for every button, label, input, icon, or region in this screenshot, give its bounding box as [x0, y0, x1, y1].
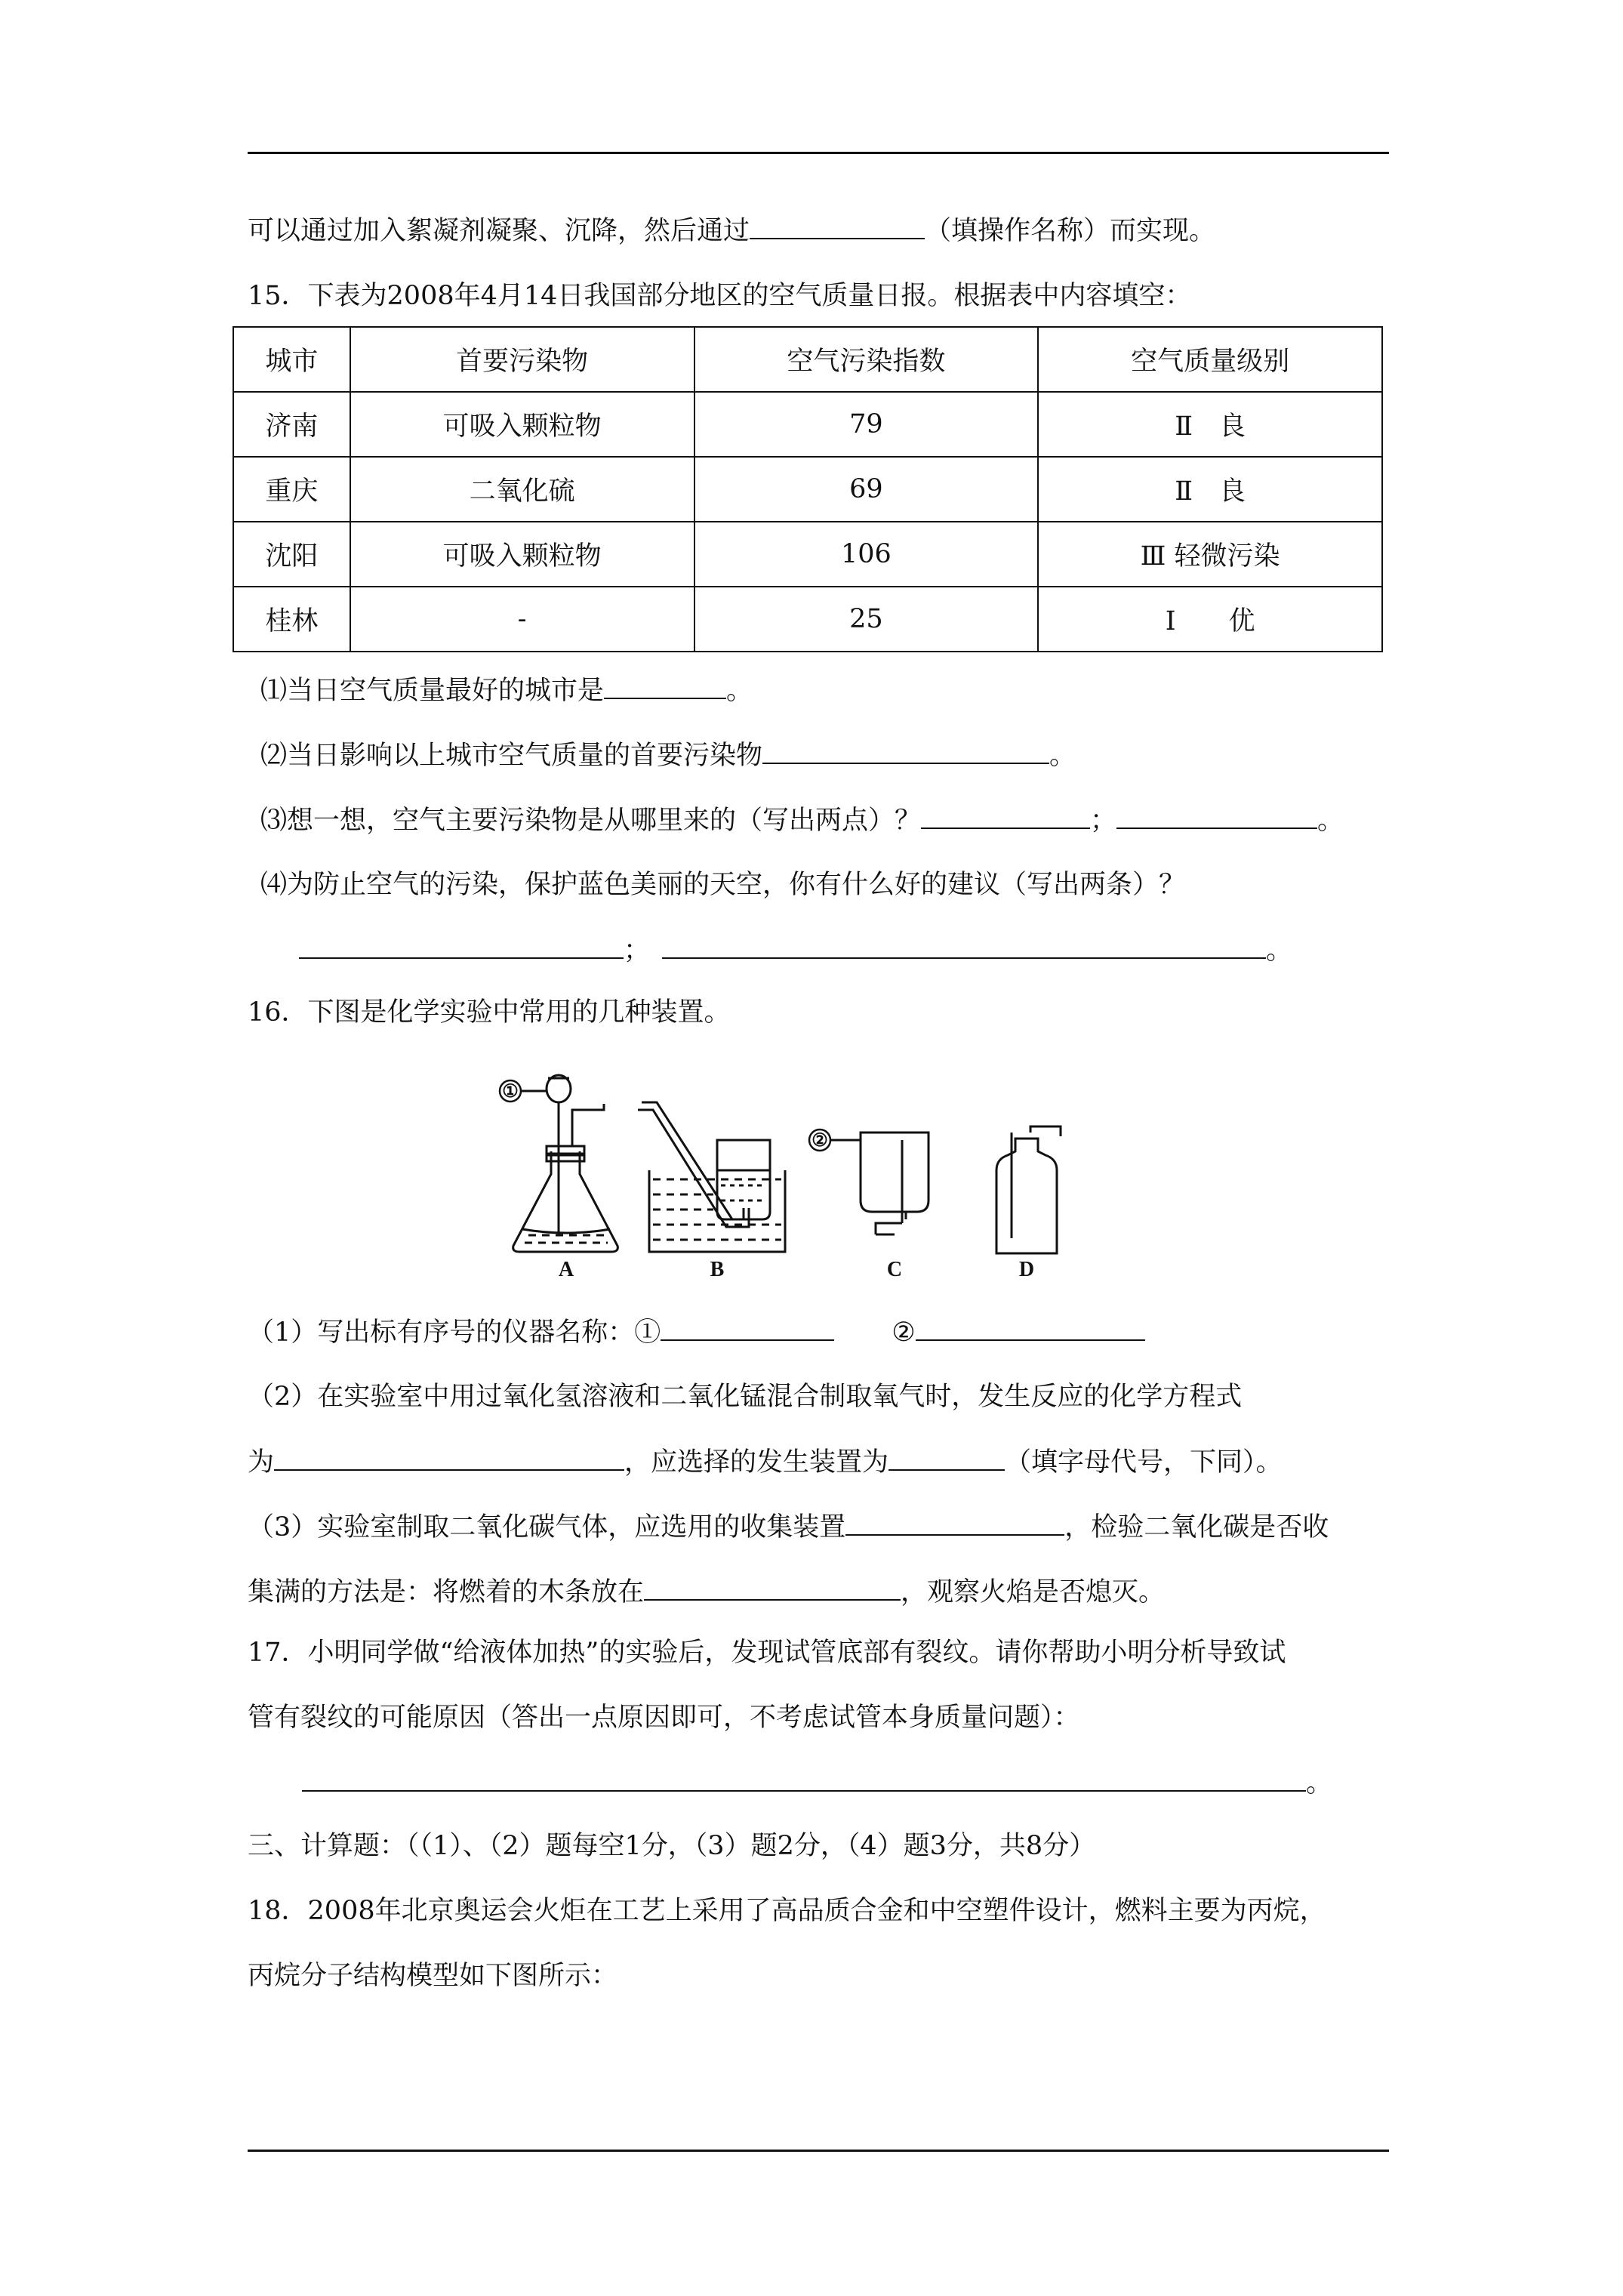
text: ⑴当日空气质量最好的城市是: [260, 676, 605, 706]
text: 。: [1317, 806, 1344, 836]
answer-blank[interactable]: [1116, 802, 1317, 829]
answer-blank[interactable]: [662, 932, 1266, 959]
question-15-4: ⑷为防止空气的污染，保护蓝色美丽的天空，你有什么好的建议（写出两条）？: [260, 870, 1186, 900]
table-cell: Ⅲ 轻微污染: [1038, 522, 1382, 587]
question-16-2-cont: [248, 1444, 1283, 1481]
table-cell: 可吸入颗粒物: [350, 522, 694, 587]
label-c: C: [886, 1258, 903, 1281]
table-cell: 25: [694, 587, 1039, 652]
table-cell: Ⅱ 良: [1038, 392, 1382, 457]
answer-blank[interactable]: [604, 672, 726, 699]
text: ；: [624, 935, 651, 966]
text: ⑶想一想，空气主要污染物是从哪里来的（写出两点）？: [260, 806, 922, 836]
table-row: [233, 392, 1382, 457]
header-cell: 城市: [233, 327, 350, 392]
table-cell: 可吸入颗粒物: [350, 392, 694, 457]
lab-apparatus-figure: [483, 1057, 1163, 1284]
apparatus-d: [996, 1126, 1061, 1253]
text: 。: [1049, 741, 1076, 771]
question-15-3: [260, 802, 1344, 839]
section-3-heading: 三、计算题：（（1）、（2）题每空1分，（3）题2分，（4）题3分，共8分）: [248, 1831, 1096, 1861]
label-b: B: [710, 1258, 725, 1281]
text: ，检验二氧化碳是否收: [1064, 1512, 1329, 1542]
table-cell: 沈阳: [233, 522, 350, 587]
question-17: 17．小明同学做“给液体加热”的实验后，发现试管底部有裂纹。请你帮助小明分析导致试: [248, 1638, 1286, 1668]
answer-blank[interactable]: [644, 1573, 901, 1601]
question-15-4-answers: [299, 932, 1292, 969]
apparatus-c: [861, 1133, 929, 1234]
table-cell: 二氧化硫: [350, 457, 694, 522]
text: ，观察火焰是否熄灭。: [901, 1577, 1166, 1607]
question-16-1: [248, 1314, 1145, 1351]
answer-blank[interactable]: [302, 1764, 1306, 1792]
table-header-row: [233, 327, 1382, 392]
question-15-1: [260, 672, 753, 709]
question-16-3-cont: [248, 1573, 1165, 1610]
label-d: D: [1018, 1258, 1035, 1281]
answer-blank[interactable]: [921, 802, 1090, 829]
question-16: 16．下图是化学实验中常用的几种装置。: [248, 997, 731, 1028]
header-rule: [248, 152, 1389, 154]
text: （3）实验室制取二氧化碳气体，应选用的收集装置: [248, 1512, 846, 1542]
apparatus-drawing: [483, 1057, 1163, 1284]
text: 可以通过加入絮凝剂凝聚、沉降，然后通过: [248, 216, 750, 246]
table-cell: 106: [694, 522, 1039, 587]
table-cell: -: [350, 587, 694, 652]
question-15: 15．下表为2008年4月14日我国部分地区的空气质量日报。根据表中内容填空：: [248, 281, 1192, 311]
marker-1: ①: [502, 1082, 519, 1102]
question-16-2: （2）在实验室中用过氧化氢溶液和二氧化锰混合制取氧气时，发生反应的化学方程式: [248, 1382, 1243, 1412]
text: ⑵当日影响以上城市空气质量的首要污染物: [260, 741, 763, 771]
table-cell: 重庆: [233, 457, 350, 522]
answer-blank[interactable]: [750, 212, 925, 239]
answer-blank[interactable]: [299, 932, 624, 959]
text: ；: [1090, 806, 1117, 836]
apparatus-a: [513, 1075, 618, 1252]
continuation-line: [248, 212, 1215, 249]
footer-rule: [248, 2150, 1389, 2152]
text: 。: [1266, 935, 1293, 966]
text: ，应选择的发生装置为: [624, 1447, 889, 1478]
answer-blank[interactable]: [762, 737, 1049, 764]
header-cell: 空气污染指数: [694, 327, 1039, 392]
answer-blank[interactable]: [274, 1444, 624, 1471]
table-cell: 桂林: [233, 587, 350, 652]
question-16-3: [248, 1509, 1329, 1546]
question-18: 18．2008年北京奥运会火炬在工艺上采用了高品质合金和中空塑件设计，燃料主要为丙烷，: [248, 1896, 1326, 1926]
text: ②: [892, 1318, 916, 1348]
answer-blank[interactable]: [888, 1444, 1005, 1471]
table-cell: Ⅱ 良: [1038, 457, 1382, 522]
question-15-2: [260, 737, 1076, 774]
table-cell: 79: [694, 392, 1039, 457]
apparatus-b: [638, 1102, 785, 1252]
text: 。: [726, 676, 753, 706]
text: （1）写出标有序号的仪器名称：①: [248, 1318, 661, 1348]
table-row: [233, 522, 1382, 587]
table-cell: Ⅰ 优: [1038, 587, 1382, 652]
table-row: [233, 587, 1382, 652]
header-cell: 首要污染物: [350, 327, 694, 392]
question-18-cont: 丙烷分子结构模型如下图所示：: [248, 1961, 618, 1991]
answer-blank[interactable]: [916, 1314, 1145, 1341]
marker-2: ②: [812, 1131, 828, 1151]
text: （填操作名称）而实现。: [925, 216, 1216, 246]
text: 为: [248, 1447, 275, 1478]
question-17-answer: [302, 1764, 1332, 1801]
table-cell: 69: [694, 457, 1039, 522]
answer-blank[interactable]: [661, 1314, 834, 1341]
question-17-cont: 管有裂纹的可能原因（答出一点原因即可，不考虑试管本身质量问题）：: [248, 1703, 1080, 1733]
text: （填字母代号，下同）。: [1005, 1447, 1283, 1478]
text: 。: [1306, 1768, 1333, 1798]
answer-blank[interactable]: [845, 1509, 1064, 1536]
label-a: A: [558, 1258, 574, 1281]
table-cell: 济南: [233, 392, 350, 457]
air-quality-table: [233, 326, 1383, 652]
table-row: [233, 457, 1382, 522]
header-cell: 空气质量级别: [1038, 327, 1382, 392]
text: 集满的方法是：将燃着的木条放在: [248, 1577, 645, 1607]
